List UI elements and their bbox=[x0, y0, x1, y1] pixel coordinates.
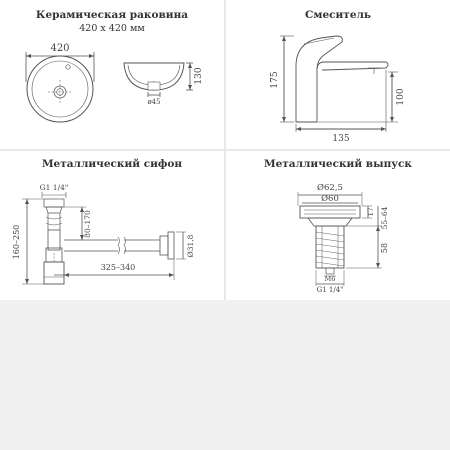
sink-subtitle: 420 x 420 мм bbox=[79, 23, 145, 34]
drain-bolt-label: M6 bbox=[324, 275, 336, 283]
sink-title: Керамическая раковина bbox=[35, 9, 189, 21]
drain-inner-label: Ø60 bbox=[321, 194, 339, 204]
sink-height-label: 130 bbox=[194, 67, 204, 85]
drain-drawing bbox=[226, 150, 450, 300]
drain-range-label: 55–64 bbox=[380, 206, 389, 230]
siphon-bottle bbox=[44, 262, 64, 284]
siphon-wall-nut bbox=[160, 236, 168, 255]
drain-bolt bbox=[326, 268, 334, 274]
mixer-title: Смеситель bbox=[304, 9, 372, 21]
siphon-length-label: 325–340 bbox=[100, 263, 136, 272]
page-background bbox=[0, 300, 450, 450]
drain-flange-label: 17 bbox=[367, 207, 375, 217]
siphon-thread-label: G1 1/4" bbox=[39, 183, 69, 192]
siphon-vertical-tube bbox=[48, 230, 60, 250]
drain-cap bbox=[300, 206, 360, 218]
drain-title: Металлический выпуск bbox=[264, 158, 412, 170]
sink-width-label: 420 bbox=[50, 43, 70, 54]
siphon-height-label: 160–250 bbox=[12, 224, 21, 260]
drain-body bbox=[316, 226, 344, 268]
sink-drawing bbox=[0, 0, 224, 149]
mixer-height-label: 175 bbox=[270, 71, 280, 89]
siphon-title: Металлический сифон bbox=[41, 158, 183, 170]
mixer-spout-height-label: 100 bbox=[396, 88, 406, 106]
mixer-reach-label: 135 bbox=[332, 134, 350, 144]
drain-thread-label: G1 1/4" bbox=[316, 286, 344, 294]
sink-drain-label: ø45 bbox=[147, 98, 161, 106]
sink-tap-hole bbox=[66, 65, 70, 69]
mixer-drawing bbox=[226, 0, 450, 149]
drain-outer-label: Ø62,5 bbox=[317, 183, 343, 193]
siphon-drawing bbox=[0, 150, 224, 300]
siphon-wall-flange bbox=[168, 232, 174, 259]
siphon-diam-label: Ø31,8 bbox=[186, 234, 195, 258]
drain-length-label: 58 bbox=[380, 242, 389, 254]
siphon-adjust-label: 80–170 bbox=[83, 210, 92, 238]
